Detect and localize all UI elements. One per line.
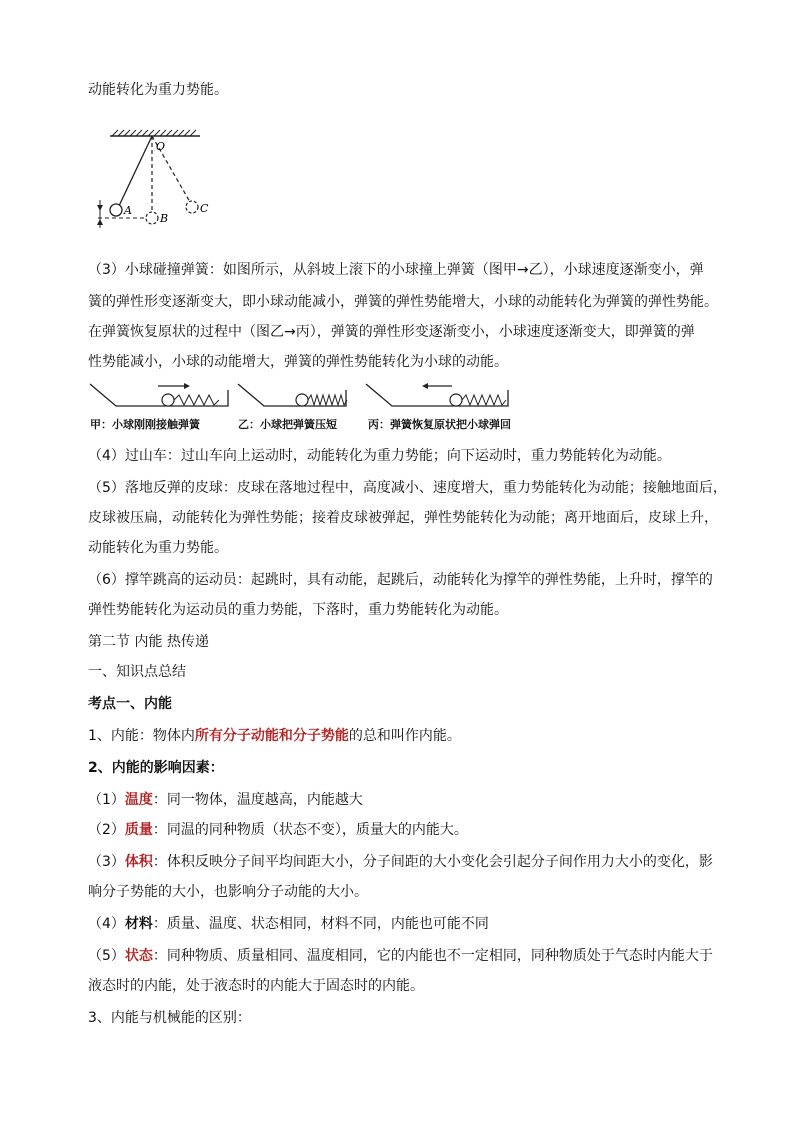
factor-item-volume: [88, 852, 713, 872]
spring-collision-figure: [88, 376, 540, 440]
paragraph-line: 皮球被压扁，动能转化为弹性势能；接着皮球被弹起，弹性势能转化为动能；离开地面后，皮球上升，: [88, 510, 718, 526]
factor-text: ：体积反映分子间平均间距大小，分子间距的大小变化会引起分子间作用力大小的变化，影: [152, 854, 713, 870]
definition-line: [88, 726, 461, 746]
caption-bing: 丙：弹簧恢复原状把小球弹回: [368, 418, 511, 431]
paragraph-line: 弹性势能转化为运动员的重力势能，下落时，重力势能转化为动能。: [88, 602, 508, 618]
pendulum-figure: [88, 112, 218, 244]
factors-heading: 2、内能的影响因素：: [88, 760, 224, 776]
point-o-label: O: [156, 140, 166, 153]
factor-text: ：质量、温度、状态相同，材料不同，内能也可能不同: [152, 916, 489, 932]
paragraph-line: （5）落地反弹的皮球：皮球在落地过程中，高度减小、速度增大，重力势能转化为动能；接触地面后，: [88, 480, 727, 496]
factor-number: （2）: [88, 822, 125, 838]
factor-number: （1）: [88, 792, 125, 808]
factor-text: ：同温的同种物质（状态不变），质量大的内能大。: [152, 822, 468, 838]
factor-key: 材料: [124, 916, 153, 932]
paragraph-line: （6）撑竿跳高的运动员：起跳时，具有动能，起跳后，动能转化为撑竿的弹性势能，上升时，撑竿的: [88, 572, 713, 588]
caption-yi: 乙：小球把弹簧压短: [238, 418, 337, 431]
factor-key: 质量: [124, 822, 153, 838]
factor-text: ：同一物体，温度越高，内能越大: [152, 792, 363, 808]
paragraph-line: 性势能减小，小球的动能增大，弹簧的弹性势能转化为小球的动能。: [88, 354, 508, 370]
section-heading: 第二节 内能 热传递: [88, 634, 209, 650]
paragraph-line: 动能转化为重力势能。: [88, 82, 228, 98]
paragraph-line: 簧的弹性形变逐渐变大，即小球动能减小，弹簧的弹性势能增大，小球的动能转化为弹簧的弹性势能。: [88, 294, 718, 310]
factor-key: 状态: [124, 948, 153, 964]
point-a-label: A: [124, 204, 132, 217]
factor-key: 温度: [124, 792, 153, 808]
definition-emphasis: 所有分子动能和分子势能: [194, 728, 349, 744]
factor-item-mass: [88, 820, 468, 840]
factor-item-material: [88, 914, 489, 934]
factor-number: （5）: [88, 948, 125, 964]
key-point-heading: 考点一、内能: [88, 696, 172, 712]
point-c-label: C: [200, 202, 209, 215]
definition-suffix: 的总和叫作内能。: [348, 728, 461, 744]
factor-number: （3）: [88, 854, 125, 870]
paragraph-line: 动能转化为重力势能。: [88, 540, 228, 556]
factor-text: ：同种物质、质量相同、温度相同，它的内能也不一定相同，同种物质处于气态时内能大于: [152, 948, 713, 964]
factor-item-state: [88, 946, 713, 966]
paragraph-line: 响分子势能的大小，也影响分子动能的大小。: [88, 884, 368, 900]
subsection-heading: 一、知识点总结: [88, 664, 186, 680]
paragraph-line: （4）过山车：过山车向上运动时，动能转化为重力势能；向下运动时，重力势能转化为动能。: [88, 448, 671, 464]
paragraph-line: （3）小球碰撞弹簧：如图所示，从斜坡上滚下的小球撞上弹簧（图甲→乙），小球速度逐渐变小，弹: [88, 262, 704, 278]
factor-key: 体积: [124, 854, 153, 870]
caption-jia: 甲：小球刚刚接触弹簧: [90, 418, 200, 431]
factor-item-temperature: [88, 790, 363, 810]
paragraph-line: 液态时的内能，处于液态时的内能大于固态时的内能。: [88, 978, 424, 994]
paragraph-line: 在弹簧恢复原状的过程中（图乙→丙），弹簧的弹性形变逐渐变小，小球速度逐渐变大，即弹簧的弹: [88, 324, 695, 340]
factor-number: （4）: [88, 916, 125, 932]
point-b-label: B: [160, 212, 169, 225]
difference-heading: 3、内能与机械能的区别：: [88, 1010, 251, 1026]
definition-prefix: 1、内能：物体内: [88, 728, 195, 744]
